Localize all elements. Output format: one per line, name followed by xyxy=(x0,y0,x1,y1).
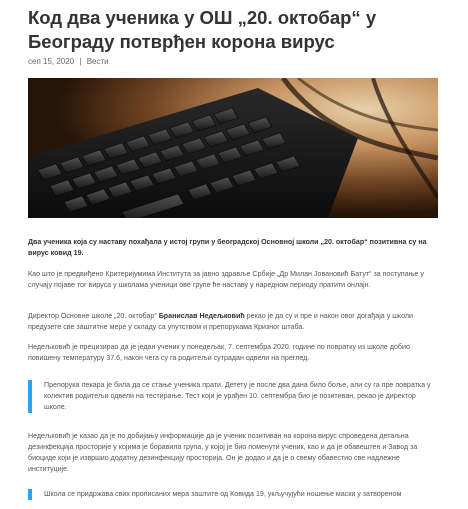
quote-1-text: Препорука лекара је била да се стање ученика прати. Детету је после два дана било боље, али су га пре повратка у колектив родитељи одвели на тестирање. Тест који је урађен 10. септембра био је позитиван, рекао је директор школе. xyxy=(44,381,431,411)
paragraph-2 xyxy=(28,311,438,333)
paragraph-2-before: Директор Основне школе „20. октобар“ xyxy=(28,312,159,320)
blockquote-1 xyxy=(28,380,438,413)
hero-image xyxy=(28,78,438,218)
blockquote-2 xyxy=(28,489,438,500)
meta-separator: | xyxy=(79,57,82,66)
director-name: Бранислав Недељковић xyxy=(158,312,245,320)
page-title: Код два ученика у ОШ „20. октобар“ у Београду потврђен корона вирус xyxy=(28,7,377,52)
keyboard-photo-icon xyxy=(28,78,438,218)
category-link[interactable]: Вести xyxy=(86,57,109,66)
quote-2-text: Школа се придржава свих прописаних мера заштите од Ковида 19, укључујући ношење маски у затвореном xyxy=(44,490,402,498)
paragraph-1: Као што је предвиђено Критеријумима Института за јавно здравље Србије „Др Милан Јовановић Батут“ за поступање у случају појаве тог вируса у школама ученици ове групе ће наставу у наредном периоду пратити онлајн. xyxy=(28,270,424,289)
post-date: сеп 15, 2020 xyxy=(28,57,75,66)
paragraph-3: Недељковић је прецизирао да је један ученик у понедељак, 7. септембра 2020. године по повратку из школе добио повишену температуру 37.6, након чега су га родитељи сутрадан одвели на преглед. xyxy=(28,343,410,362)
post-meta xyxy=(28,57,109,66)
paragraph-2-after: рекао је да су и пре и након овог догађаја у школи предузете све заштитне мере у складу са упутством и препорукама Кризног штаба. xyxy=(28,312,413,331)
paragraph-4: Недељковић је казао да је по добијању информације да је ученик позитиван на корона вирус спроведена детаљна дезинфекција просторије у којима је боравила група, у којој је био поменути ученик, као и да је обавештен и Завод за биоциде који је извршио додатну дезинфекцију просторија. Он је додао и да је о свему обавестио све надлежне институције. xyxy=(28,432,418,473)
lead-paragraph: Два ученика која су наставу похађала у истој групи у београдској Основној школи „20. октобар“ позитивна су на вирус ковид 19. xyxy=(28,238,427,257)
